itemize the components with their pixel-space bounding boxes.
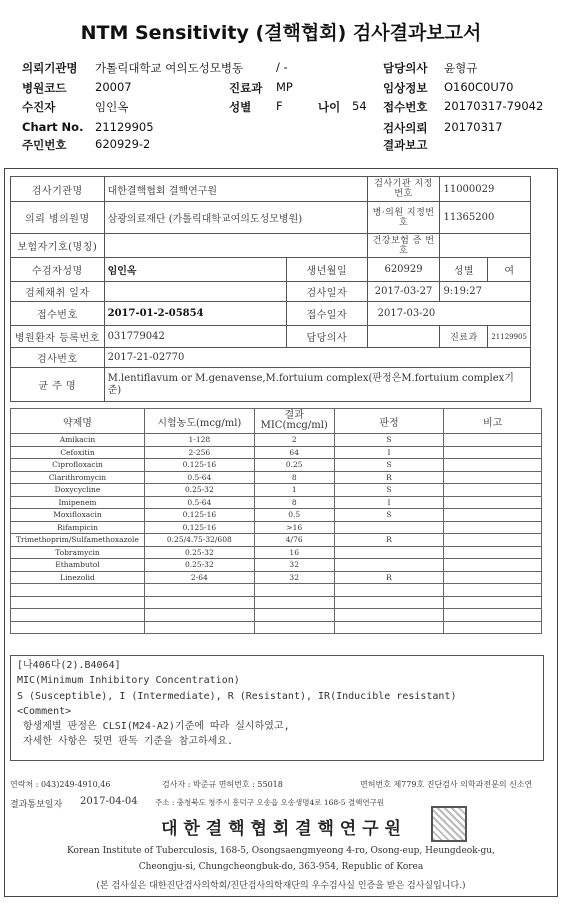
mic-result: 32 [254, 571, 334, 584]
organism: M.lentiflavum or M.genavense,M.fortuium complex(판정은M.fortuium complex기준) [104, 368, 530, 402]
drug-name: Linezolid [11, 571, 145, 584]
drug-name: Doxycycline [11, 484, 145, 497]
mic-result: 32 [254, 559, 334, 572]
receipt-no: 20170317-79042 [444, 99, 544, 113]
mic-result [254, 596, 334, 609]
address-en-line1: Korean Institute of Tuberculosis, 168-5, Osongsaengmyeong 4-ro, Osong-eup, Heungdeok-gu, [67, 846, 495, 856]
interpretation [334, 621, 444, 634]
drug-row [11, 596, 542, 609]
receipt-date-label: 접수일자 [286, 302, 367, 326]
req-code-label: 병·의원 지정번호 [367, 202, 440, 234]
drug-name: Cefoxitin [11, 446, 145, 459]
req-code: 11365200 [440, 202, 531, 234]
interpretation [334, 546, 444, 559]
remark [444, 559, 542, 572]
interpretation: S [334, 459, 444, 472]
reg-no-label: 병원환자 등록번호 [11, 326, 105, 348]
patient-name: 임인옥 [95, 100, 129, 114]
resident-no: 620929-2 [95, 137, 151, 151]
remark [444, 571, 542, 584]
drug-name: Ethambutol [11, 559, 145, 572]
sex-label: 성별 [229, 100, 252, 114]
mic-result: 0.5 [254, 509, 334, 522]
address-en-line2: Cheongju-si, Chungcheongbuk-do, 363-954, Republic of Korea [138, 862, 424, 872]
receipt-no-label: 접수번호 [383, 100, 428, 114]
comment-lines [17, 658, 457, 750]
drug-row [11, 546, 542, 559]
test-concentration [144, 584, 254, 597]
test-concentration: 0.5-64 [144, 496, 254, 509]
interpretation [334, 521, 444, 534]
test-date-label: 검사일자 [286, 282, 367, 302]
hospital-name-label: 의뢰기관명 [22, 61, 78, 75]
interpretation: S [334, 434, 444, 447]
institute-name: 대 한 결 핵 협 회 결 핵 연 구 원 [161, 819, 401, 839]
mic-result: 1 [254, 484, 334, 497]
drug-row [11, 459, 542, 472]
test-concentration: 0.125-16 [144, 509, 254, 522]
mic-result: 64 [254, 446, 334, 459]
test-concentration: 0.5-64 [144, 471, 254, 484]
interpretation: S [334, 509, 444, 522]
patient-name-label: 수검자성명 [11, 258, 105, 282]
req-hosp-label: 의뢰 병의원명 [11, 202, 105, 234]
clinical-info: O160C0U70 [444, 80, 514, 94]
comment-line: 자세한 사항은 뒷면 판독 기준을 참고하세요. [17, 736, 234, 748]
remark [444, 596, 542, 609]
comment-line: S (Susceptible), I (Intermediate), R (Resistant), IR(Inducible resistant) [17, 690, 457, 702]
organism-label: 균 주 명 [11, 368, 105, 402]
mic-result: 4/76 [254, 534, 334, 547]
form-doctor-label: 담당의사 [286, 326, 367, 348]
test-concentration [144, 596, 254, 609]
doctor-name: 윤형규 [444, 61, 478, 75]
drug-rows [11, 434, 542, 634]
form-dept-label: 진료과 [440, 326, 488, 348]
birth-label: 생년월일 [286, 258, 367, 282]
remark [444, 584, 542, 597]
test-concentration [144, 621, 254, 634]
drug-row [11, 521, 542, 534]
remark [444, 471, 542, 484]
comment-line: 항생제별 판정은 CLSI(M24-A2)기준에 따라 실시하였고, [17, 721, 290, 733]
drug-name: Amikacin [11, 434, 145, 447]
test-no-label: 검사번호 [11, 348, 105, 368]
hospital-code-label: 병원코드 [22, 81, 67, 95]
insurance-no [440, 234, 531, 258]
test-time: 9:19:27 [440, 282, 531, 302]
info-table [10, 176, 531, 402]
ward-info: / - [276, 60, 288, 74]
mic-result: >16 [254, 521, 334, 534]
remark [444, 546, 542, 559]
notice-date-label: 결과통보일자 [10, 800, 63, 810]
interpretation: I [334, 496, 444, 509]
inspector: 검사자 : 박준규 면허번호 : 55018 [162, 780, 283, 789]
notice-date: 2017-04-04 [80, 796, 138, 807]
remark [444, 484, 542, 497]
drug-row [11, 559, 542, 572]
comment-line: [나406다(2).B4064] [17, 660, 121, 671]
drug-table [10, 408, 542, 634]
insurance-no-label: 건강보험 증 번 호 [367, 234, 440, 258]
interpretation: S [334, 484, 444, 497]
remark [444, 621, 542, 634]
remark [444, 509, 542, 522]
official-seal [431, 806, 467, 842]
age-label: 나이 [318, 100, 341, 114]
collect-date [104, 282, 286, 302]
remark [444, 609, 542, 622]
remark [444, 534, 542, 547]
comment-box [10, 655, 544, 761]
form-doctor [367, 326, 440, 348]
drug-row [11, 434, 542, 447]
drug-name: Ciprofloxacin [11, 459, 145, 472]
comment-line: <Comment> [17, 705, 72, 717]
remark [444, 521, 542, 534]
remark [444, 434, 542, 447]
patient-label: 수진자 [22, 100, 56, 114]
drug-row [11, 621, 542, 634]
sex: F [276, 99, 283, 113]
drug-name: Tobramycin [11, 546, 145, 559]
test-concentration: 0.25/4.75-32/608 [144, 534, 254, 547]
reg-no: 031779042 [104, 326, 286, 348]
lab-code-label: 검사기관 지정번호 [367, 177, 440, 202]
remark [444, 446, 542, 459]
lab-name: 대한결핵협회 결핵연구원 [104, 177, 367, 202]
drug-row [11, 609, 542, 622]
mic-result: 8 [254, 496, 334, 509]
interpretation [334, 609, 444, 622]
certification-note: (본 검사실은 대한진단검사의학회/진단검사의학재단의 우수검사실 인증을 받은 검사실입니다.) [96, 881, 466, 891]
mic-result: 2 [254, 434, 334, 447]
request-date: 20170317 [444, 120, 503, 134]
test-concentration [144, 609, 254, 622]
drug-row [11, 534, 542, 547]
drug-row [11, 471, 542, 484]
address: 주소 : 충청북도 청주시 흥덕구 오송읍 오송생명4로 168-5 결핵연구원 [155, 798, 385, 807]
interpretation: R [334, 471, 444, 484]
mic-result [254, 609, 334, 622]
form-sex: 여 [488, 258, 531, 282]
mic-result: 0.25 [254, 459, 334, 472]
doctor-label: 담당의사 [383, 61, 428, 75]
drug-header: 약제명 [11, 409, 145, 434]
form-patient-name: 임인옥 [104, 258, 286, 282]
form-dept: 21129905 [488, 326, 531, 348]
mic-result [254, 584, 334, 597]
drug-name [11, 609, 145, 622]
mic-result [254, 621, 334, 634]
dept: MP [276, 80, 293, 94]
lab-name-label: 검사기관명 [11, 177, 105, 202]
test-concentration: 0.125-16 [144, 521, 254, 534]
test-concentration: 2-256 [144, 446, 254, 459]
test-concentration: 0.25-32 [144, 559, 254, 572]
interpretation [334, 584, 444, 597]
mic-result: 8 [254, 471, 334, 484]
interpretation-header: 판정 [334, 409, 444, 434]
test-concentration: 2-64 [144, 571, 254, 584]
test-no: 2017-21-02770 [104, 348, 530, 368]
drug-name: Moxifloxacin [11, 509, 145, 522]
test-date: 2017-03-27 [367, 282, 440, 302]
hospital-code: 20007 [95, 80, 132, 94]
mic-header: 결과 MIC(mcg/ml) [254, 409, 334, 434]
drug-row [11, 509, 542, 522]
lab-code: 11000029 [440, 177, 531, 202]
mic-result: 16 [254, 546, 334, 559]
interpretation [334, 596, 444, 609]
drug-name [11, 621, 145, 634]
form-receipt-no-label: 접수번호 [11, 302, 105, 326]
req-hosp: 삼광의료재단 (가톨릭대학교여의도성모병원) [104, 202, 367, 234]
test-concentration: 0.25-32 [144, 484, 254, 497]
test-concentration: 0.25-32 [144, 546, 254, 559]
clinical-info-label: 임상정보 [383, 81, 428, 95]
hospital-name: 가톨릭대학교 여의도성모병동 [95, 61, 244, 75]
birth-date: 620929 [367, 258, 440, 282]
collect-date-label: 검체채취 일자 [11, 282, 105, 302]
interpretation [334, 559, 444, 572]
dept-label: 진료과 [229, 81, 263, 95]
form-sex-label: 성별 [440, 258, 488, 282]
insurer [104, 234, 367, 258]
resident-no-label: 주민번호 [22, 138, 67, 152]
form-receipt-no: 2017-01-2-05854 [104, 302, 286, 326]
comment-line: MIC(Minimum Inhibitory Concentration) [17, 675, 240, 687]
drug-row [11, 484, 542, 497]
receipt-date: 2017-03-20 [367, 302, 530, 326]
insurer-label: 보험자기호(명칭) [11, 234, 105, 258]
report-date-label: 결과보고 [383, 138, 428, 152]
drug-name [11, 584, 145, 597]
license: 면허번호 제779호 진단검사 의학과전문의 신소연 [360, 780, 533, 789]
test-concentration: 0.125-16 [144, 459, 254, 472]
interpretation: R [334, 534, 444, 547]
page-title: NTM Sensitivity (결핵협회) 검사결과보고서 [80, 22, 482, 44]
drug-name [11, 596, 145, 609]
drug-row [11, 446, 542, 459]
concentration-header: 시험농도(mcg/ml) [144, 409, 254, 434]
drug-row [11, 584, 542, 597]
test-concentration: 1-128 [144, 434, 254, 447]
request-date-label: 검사의뢰 [383, 121, 428, 135]
remark [444, 459, 542, 472]
interpretation: R [334, 571, 444, 584]
age: 54 [352, 99, 367, 113]
drug-name: Imipenem [11, 496, 145, 509]
remark-header: 비고 [444, 409, 542, 434]
contact: 연락처 : 043)249-4910,46 [10, 780, 111, 789]
interpretation: I [334, 446, 444, 459]
remark [444, 496, 542, 509]
drug-name: Trimethoprim/Sulfamethoxazole [11, 534, 145, 547]
chart-no-label: Chart No. [22, 120, 84, 134]
chart-no: 21129905 [95, 120, 154, 134]
drug-row [11, 496, 542, 509]
drug-row [11, 571, 542, 584]
drug-name: Clarithromycin [11, 471, 145, 484]
drug-name: Rifampicin [11, 521, 145, 534]
